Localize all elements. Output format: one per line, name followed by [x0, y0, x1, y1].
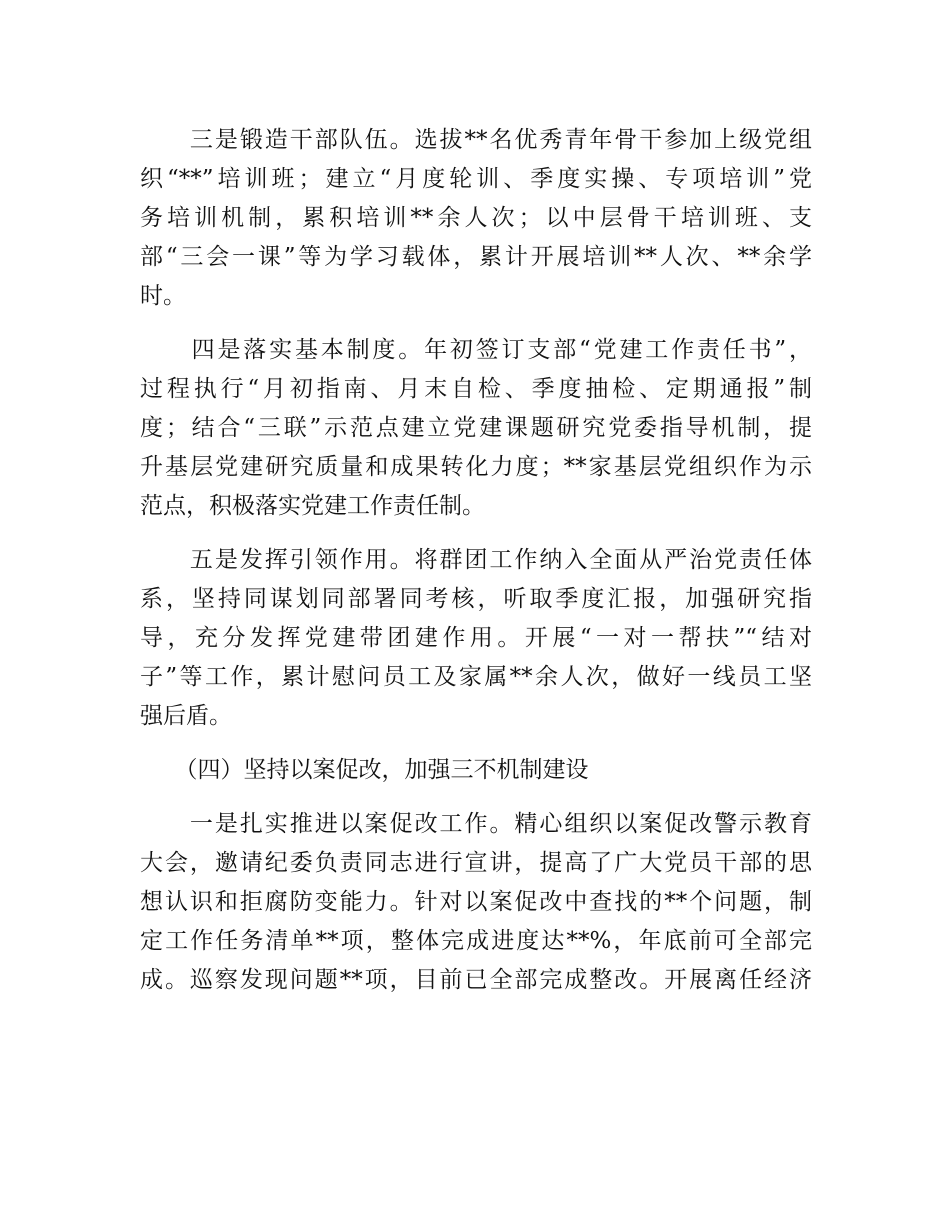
text-line: 想认识和拒腐防变能力。针对以案促改中查找的**个问题，制 [140, 889, 812, 915]
text-line: 范点，积极落实党建工作责任制。 [140, 493, 485, 519]
text-line: 度；结合“三联”示范点建立党建课题研究党委指导机制，提 [140, 415, 812, 441]
text-line: 系，坚持同谋划同部署同考核，听取季度汇报，加强研究指 [140, 586, 812, 612]
text-line: 定工作任务清单**项，整体完成进度达**%，年底前可全部完 [140, 928, 812, 954]
text-line: 子”等工作，累计慰问员工及家属**余人次，做好一线员工坚 [140, 664, 812, 690]
text-line: 升基层党建研究质量和成果转化力度；**家基层党组织作为示 [140, 454, 812, 480]
paragraph-cadre-team [140, 121, 812, 316]
text-line: 大会，邀请纪委负责同志进行宣讲，提高了广大党员干部的思 [140, 850, 812, 876]
text-line: 三是锻造干部队伍。选拔**名优秀青年骨干参加上级党组 [140, 127, 812, 153]
text-line: 一是扎实推进以案促改工作。精心组织以案促改警示教育 [140, 811, 812, 837]
document-page [140, 121, 812, 1015]
text-line: 部“三会一课”等为学习载体，累计开展培训**人次、**余学 [140, 244, 812, 270]
paragraph-basic-system [140, 331, 812, 526]
section-heading-text: （四）坚持以案促改，加强三不机制建设 [140, 757, 589, 783]
text-line: 过程执行“月初指南、月末自检、季度抽检、定期通报”制 [140, 376, 812, 402]
section-heading [140, 751, 812, 790]
text-line: 时。 [140, 283, 186, 309]
text-line: 织“**”培训班；建立“月度轮训、季度实操、专项培训”党 [140, 166, 812, 192]
text-line: 五是发挥引领作用。将群团工作纳入全面从严治党责任体 [140, 547, 812, 573]
text-line: 四是落实基本制度。年初签订支部“党建工作责任书”， [140, 337, 812, 363]
text-line: 成。巡察发现问题**项，目前已全部完成整改。开展离任经济 [140, 967, 812, 993]
text-line: 务培训机制，累积培训**余人次；以中层骨干培训班、支 [140, 205, 812, 231]
paragraph-case-reform [140, 805, 812, 1000]
paragraph-leading-role [140, 541, 812, 736]
text-line: 强后盾。 [140, 703, 232, 729]
text-line: 导，充分发挥党建带团建作用。开展“一对一帮扶”“结对 [140, 625, 812, 651]
